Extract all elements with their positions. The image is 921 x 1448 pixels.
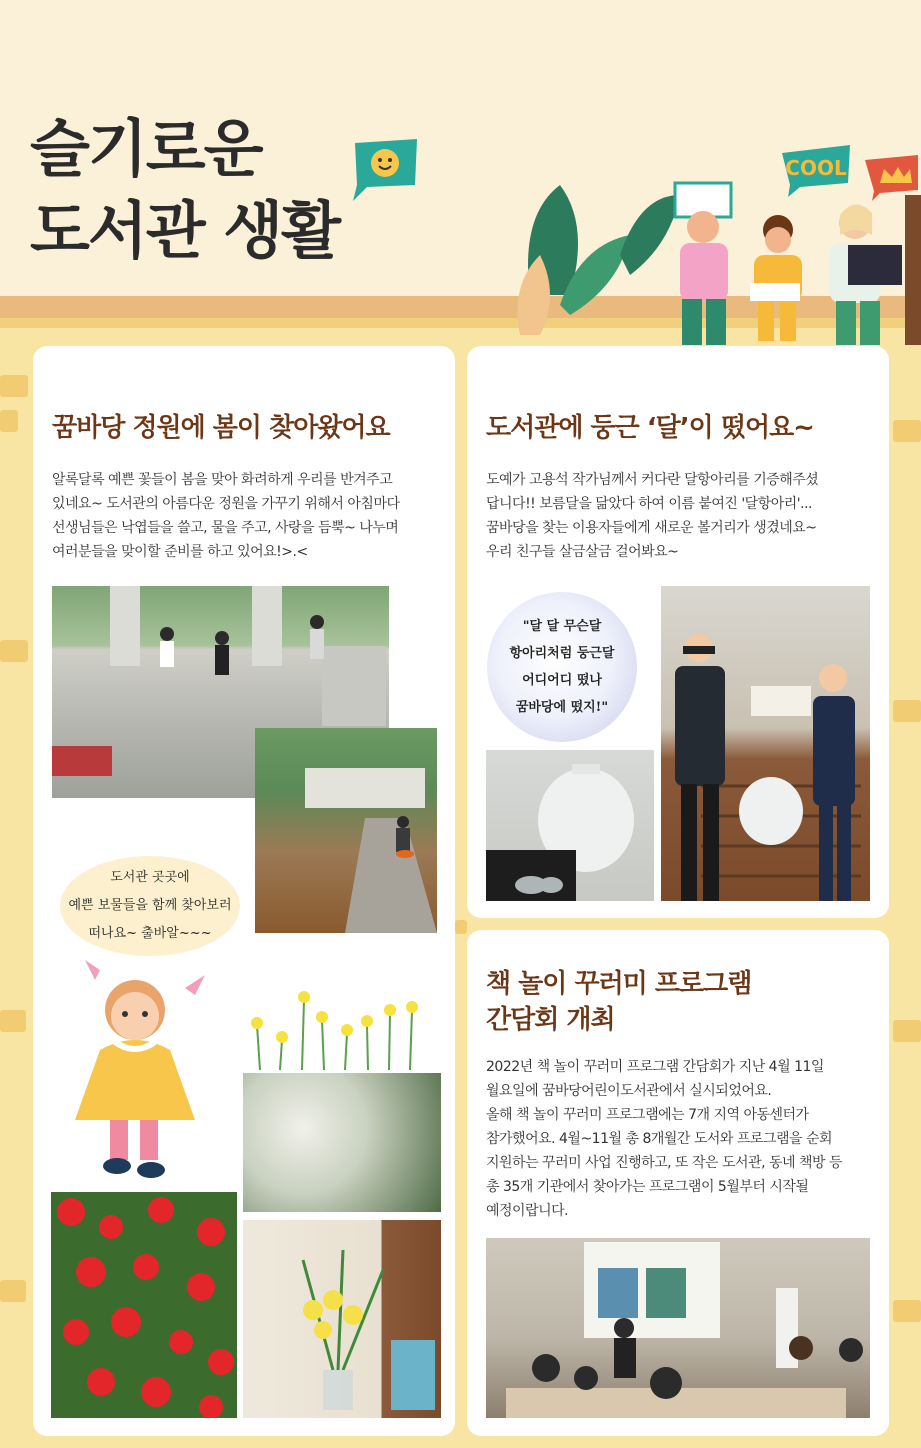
program-title-line: 간담회 개최 [486, 1005, 615, 1035]
moon-jar-body-line: 꿈바당을 찾는 이용자들에게 새로운 볼거리가 생겼네요~ [486, 520, 817, 536]
program-body [486, 1055, 842, 1223]
bubble-line: 예쁜 보물들을 함께 찾아보러 [68, 898, 232, 913]
garden-title: 꿈바당 정원에 봄이 찾아왔어요 [52, 413, 390, 443]
readers-illustration [500, 135, 921, 345]
program-body-line: 월요일에 꿈바당어린이도서관에서 실시되었어요. [486, 1083, 772, 1099]
moon-jar-title: 도서관에 둥근 ‘달’이 떴어요~ [486, 413, 814, 443]
poem-line: 어디어디 떴나 [522, 673, 602, 688]
flower-doodle [242, 985, 432, 1075]
photo-autumn-path [255, 728, 437, 933]
garden-body-line: 있네요~ 도서관의 아름다운 정원을 가꾸기 위해서 아침마다 [52, 496, 400, 512]
poem-line: 항아리처럼 둥근달 [509, 646, 615, 661]
poem-line: "달 달 무슨달 [522, 619, 602, 634]
bubble-line: 도서관 곳곳에 [110, 870, 190, 885]
garden-body [52, 468, 400, 564]
program-body-line: 지원하는 꾸러미 사업 진행하고, 또 작은 도서관, 동네 책방 등 [486, 1155, 843, 1171]
girl-illustration [55, 960, 215, 1180]
title-line-1: 슬기로운 [30, 112, 262, 185]
moon-jar-body-line: 답니다!! 보름달을 닮았다 하여 이름 붙여진 '달항아리'... [486, 496, 812, 512]
explore-speech-bubble [60, 856, 240, 956]
moon-jar-body [486, 468, 818, 564]
program-title-line: 책 놀이 꾸러미 프로그램 [486, 969, 752, 999]
bubble-line: 떠나요~ 출바알~~~ [88, 926, 212, 941]
program-body-line: 총 35개 기관에서 찾아가는 프로그램이 5월부터 시작될 [486, 1179, 809, 1195]
photo-daffodil-arrangement [243, 1220, 441, 1418]
poem-line: 꿈바당에 떴지!" [515, 700, 609, 715]
garden-body-line: 알록달록 예쁜 꽃들이 봄을 맞아 화려하게 우리를 반겨주고 [52, 472, 393, 488]
photo-artist-with-jar [661, 586, 870, 901]
program-body-line: 참가했어요. 4월~11월 총 8개월간 도서와 프로그램을 순회 [486, 1131, 833, 1147]
garden-body-line: 여러분들을 맞이할 준비를 하고 있어요!>.< [52, 544, 308, 560]
moon-poem [487, 592, 637, 742]
photo-white-flowers [243, 1073, 441, 1212]
program-body-line: 예정이랍니다. [486, 1203, 569, 1219]
garden-body-line: 선생님들은 낙엽들을 쓸고, 물을 주고, 사랑을 듬뿍~ 나누며 [52, 520, 399, 536]
title-line-2: 도서관 생활 [30, 194, 340, 267]
moon-jar-body-line: 도예가 고용석 작가님께서 커다란 달항아리를 기증해주셨 [486, 472, 819, 488]
program-title [486, 966, 751, 1038]
photo-program-meeting [486, 1238, 870, 1418]
moon-jar-body-line: 우리 친구들 살금살금 걸어봐요~ [486, 544, 679, 560]
program-body-line: 올해 책 놀이 꾸러미 프로그램에는 7개 지역 아동센터가 [486, 1107, 809, 1123]
photo-moon-jar [486, 750, 654, 901]
cool-label: COOL [785, 156, 847, 180]
photo-red-flowers [51, 1192, 237, 1418]
program-body-line: 2022년 책 놀이 꾸러미 프로그램 간담회가 지난 4월 11일 [486, 1059, 824, 1075]
page-title [30, 108, 339, 272]
smiley-bubble-icon [345, 135, 425, 205]
